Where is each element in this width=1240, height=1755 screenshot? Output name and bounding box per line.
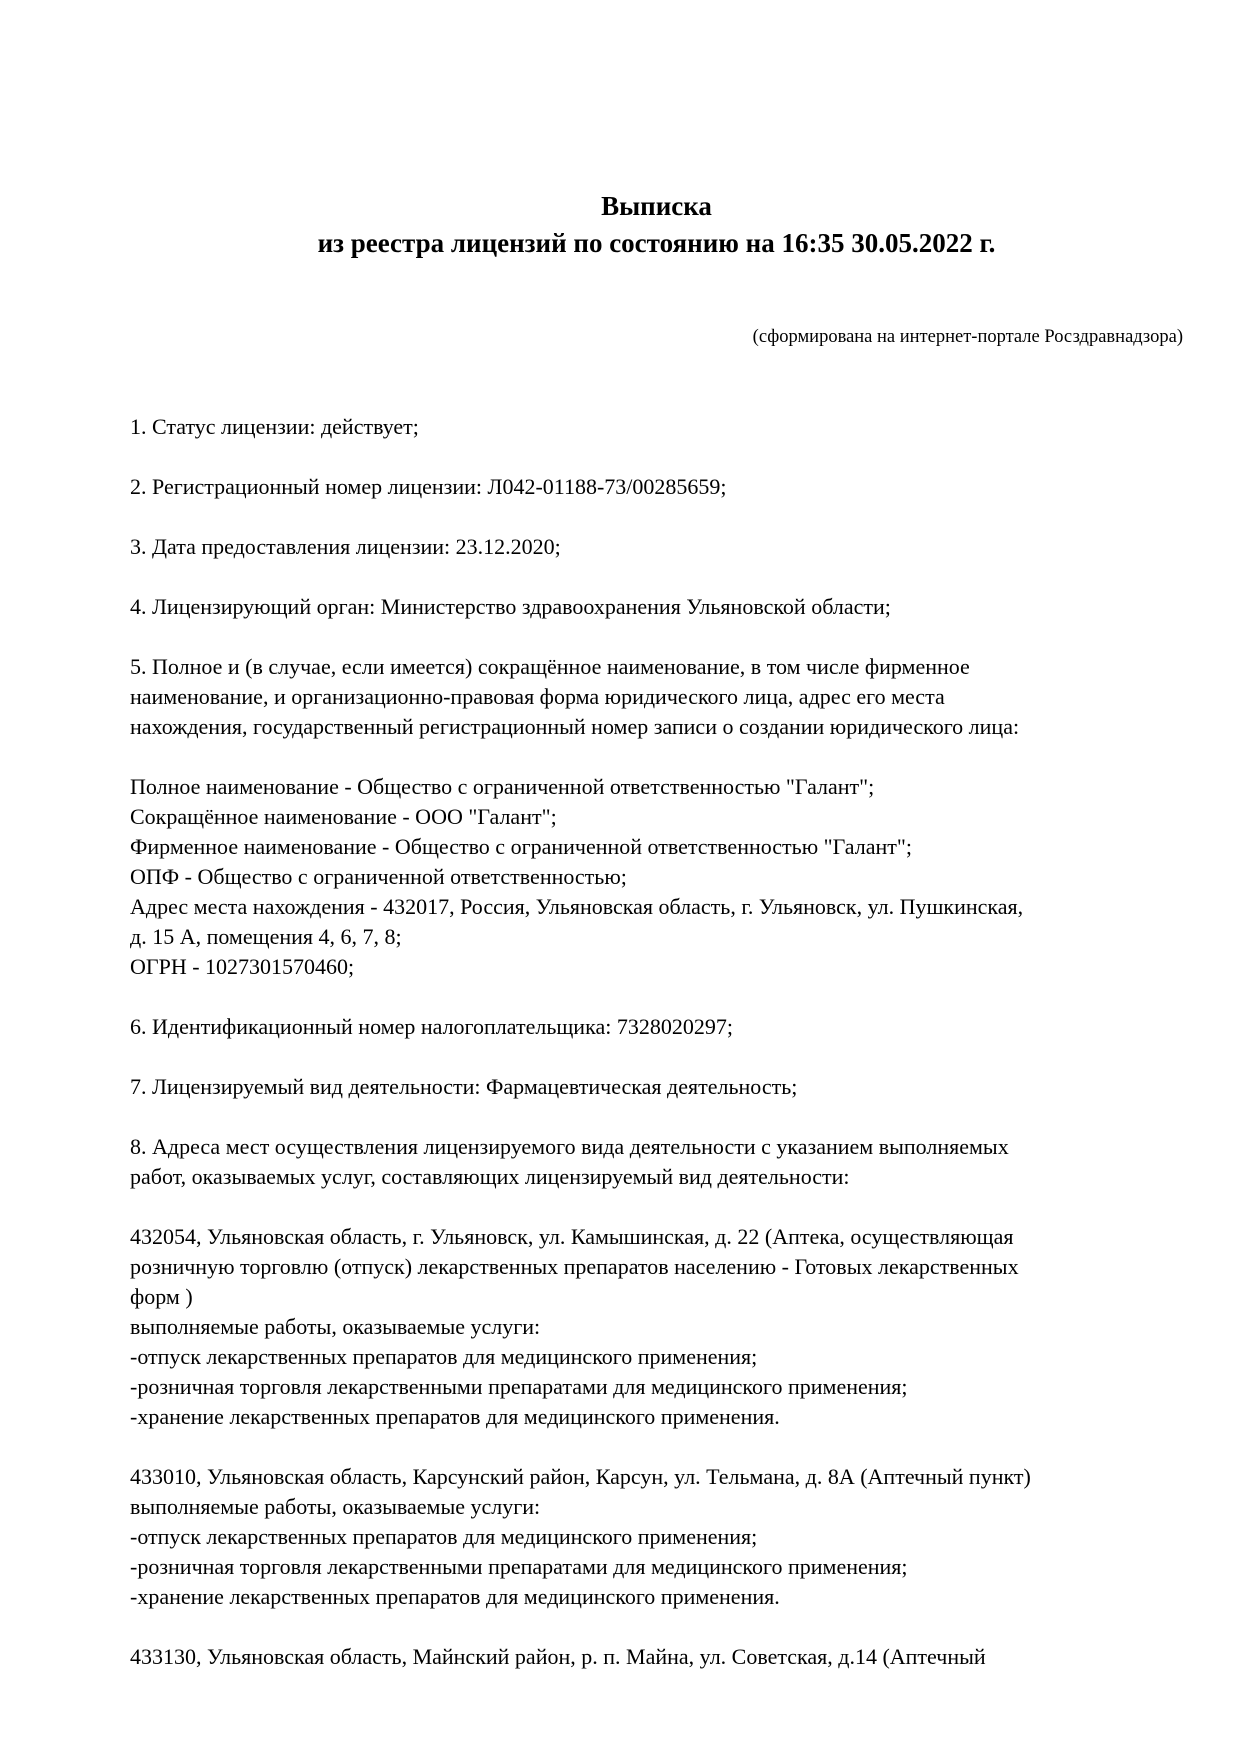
license-reg-number-text: 2. Регистрационный номер лицензии: Л042-01188-73/00285659;: [130, 474, 727, 499]
location-1-work-item-1: -отпуск лекарственных препаратов для медицинского применения;: [130, 1344, 758, 1369]
location-3-address-truncated: 433130, Ульяновская область, Майнский район, р. п. Майна, ул. Советская, д.14 (Аптечный: [130, 1644, 986, 1669]
taxpayer-id: [130, 1012, 1183, 1042]
org-address-line-2: д. 15 А, помещения 4, 6, 7, 8;: [130, 924, 402, 949]
location-1-work-item-3: -хранение лекарственных препаратов для медицинского применения.: [130, 1404, 780, 1429]
license-grant-date: [130, 532, 1183, 562]
location-block-1: [130, 1222, 1183, 1432]
licensing-authority: [130, 592, 1183, 622]
activity-addresses-intro: [130, 1132, 1183, 1192]
taxpayer-id-text: 6. Идентификационный номер налогоплательщика: 7328020297;: [130, 1014, 733, 1039]
location-2-address: 433010, Ульяновская область, Карсунский район, Карсун, ул. Тельмана, д. 8А (Аптечный пункт): [130, 1464, 1031, 1489]
org-names-intro: [130, 652, 1183, 742]
org-names-intro-line-1: 5. Полное и (в случае, если имеется) сокращённое наименование, в том числе фирменное: [130, 654, 970, 679]
org-full-name: Полное наименование - Общество с ограниченной ответственностью "Галант";: [130, 774, 875, 799]
location-2-work-item-3: -хранение лекарственных препаратов для медицинского применения.: [130, 1584, 780, 1609]
document-body: [130, 412, 1183, 1672]
location-1-address-line-1: 432054, Ульяновская область, г. Ульяновск, ул. Камышинская, д. 22 (Аптека, осуществляющая: [130, 1224, 1014, 1249]
org-names-intro-line-3: нахождения, государственный регистрационный номер записи о создании юридического лица:: [130, 714, 1020, 739]
org-legal-form: ОПФ - Общество с ограниченной ответственностью;: [130, 864, 627, 889]
org-names-intro-line-2: наименование, и организационно-правовая форма юридического лица, адрес его места: [130, 684, 945, 709]
licensed-activity-text: 7. Лицензируемый вид деятельности: Фармацевтическая деятельность;: [130, 1074, 798, 1099]
activity-addresses-intro-line-1: 8. Адреса мест осуществления лицензируемого вида деятельности с указанием выполняемых: [130, 1134, 1009, 1159]
location-2-works-label: выполняемые работы, оказываемые услуги:: [130, 1494, 541, 1519]
location-1-work-item-2: -розничная торговля лекарственными препаратами для медицинского применения;: [130, 1374, 908, 1399]
licensing-authority-text: 4. Лицензирующий орган: Министерство здравоохранения Ульяновской области;: [130, 594, 891, 619]
license-status: [130, 412, 1183, 442]
location-2-work-item-2: -розничная торговля лекарственными препаратами для медицинского применения;: [130, 1554, 908, 1579]
location-1-address-line-3: форм ): [130, 1284, 193, 1309]
org-ogrn: ОГРН - 1027301570460;: [130, 954, 355, 979]
org-details: [130, 772, 1183, 982]
location-block-3: [130, 1642, 1183, 1672]
org-brand-name: Фирменное наименование - Общество с ограниченной ответственностью "Галант";: [130, 834, 912, 859]
location-block-2: [130, 1462, 1183, 1612]
org-address-line-1: Адрес места нахождения - 432017, Россия, Ульяновская область, г. Ульяновск, ул. Пушкинская,: [130, 894, 1024, 919]
license-grant-date-text: 3. Дата предоставления лицензии: 23.12.2020;: [130, 534, 561, 559]
location-1-address-line-2: розничную торговлю (отпуск) лекарственных препаратов населению - Готовых лекарственных: [130, 1254, 1019, 1279]
license-status-text: 1. Статус лицензии: действует;: [130, 414, 419, 439]
activity-addresses-intro-line-2: работ, оказываемых услуг, составляющих лицензируемый вид деятельности:: [130, 1164, 850, 1189]
document-title-line-1: Выписка: [601, 191, 712, 221]
location-2-work-item-1: -отпуск лекарственных препаратов для медицинского применения;: [130, 1524, 758, 1549]
document-title: [130, 188, 1183, 262]
document-title-line-2: из реестра лицензий по состоянию на 16:35 30.05.2022 г.: [317, 228, 996, 258]
document-subtitle: (сформирована на интернет-портале Росздравнадзора): [752, 327, 1183, 347]
licensed-activity: [130, 1072, 1183, 1102]
org-short-name: Сокращённое наименование - ООО "Галант";: [130, 804, 557, 829]
license-reg-number: [130, 472, 1183, 502]
location-1-works-label: выполняемые работы, оказываемые услуги:: [130, 1314, 541, 1339]
